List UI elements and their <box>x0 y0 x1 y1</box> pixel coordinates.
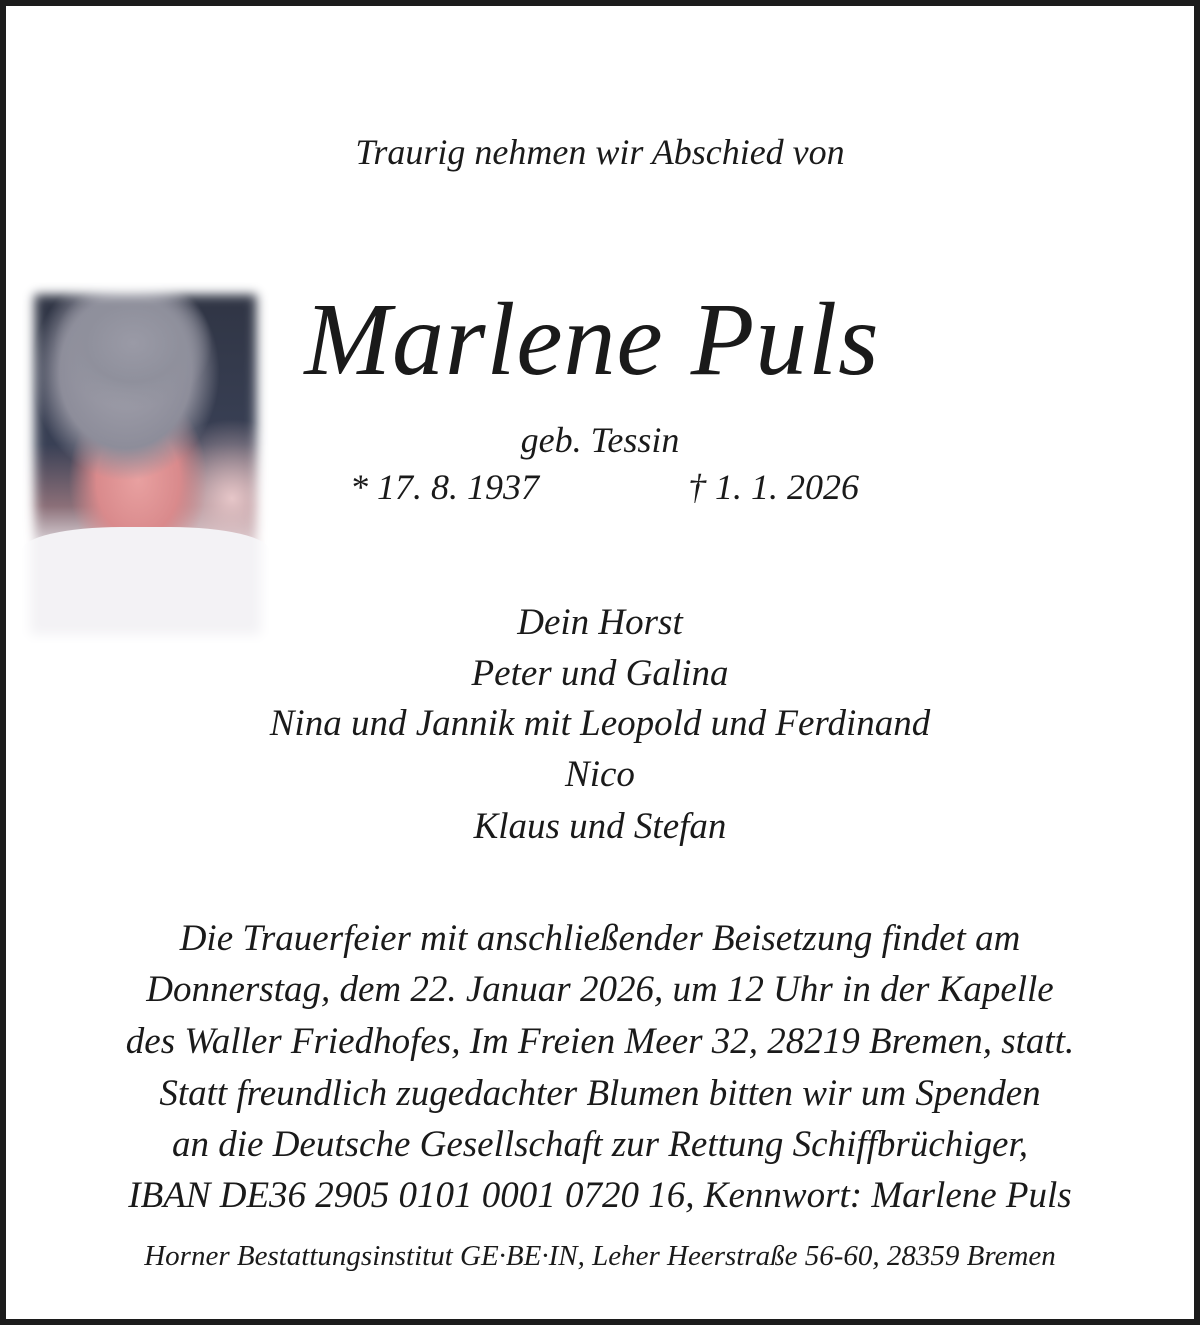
deceased-name: Marlene Puls <box>304 282 880 397</box>
announcement-line: an die Deutsche Gesellschaft zur Rettung Schiffbrüchiger, <box>172 1124 1028 1165</box>
intro-text: Traurig nehmen wir Abschied von <box>355 132 845 172</box>
announcement-line: Die Trauerfeier mit anschließender Beisetzung findet am <box>179 918 1021 959</box>
family-member: Peter und Galina <box>471 653 729 694</box>
announcement-line: Statt freundlich zugedachter Blumen bitten wir um Spenden <box>159 1073 1041 1114</box>
family-member: Dein Horst <box>517 602 683 643</box>
birth-date: * 17. 8. 1937 <box>350 467 539 507</box>
announcement-line: des Waller Friedhofes, Im Freien Meer 32, 28219 Bremen, statt. <box>125 1021 1075 1062</box>
family-member: Nina und Jannik mit Leopold und Ferdinand <box>269 703 931 744</box>
family-member: Nico <box>565 754 635 795</box>
family-member: Klaus und Stefan <box>473 806 727 847</box>
announcement-line: Donnerstag, dem 22. Januar 2026, um 12 Uhr in der Kapelle <box>146 969 1054 1010</box>
death-date: † 1. 1. 2026 <box>688 467 859 507</box>
birth-name: geb. Tessin <box>520 420 680 460</box>
funeral-home-footer: Horner Bestattungsinstitut GE·BE·IN, Leher Heerstraße 56-60, 28359 Bremen <box>144 1240 1056 1272</box>
announcement-line: IBAN DE36 2905 0101 0001 0720 16, Kennwort: Marlene Puls <box>128 1175 1072 1216</box>
